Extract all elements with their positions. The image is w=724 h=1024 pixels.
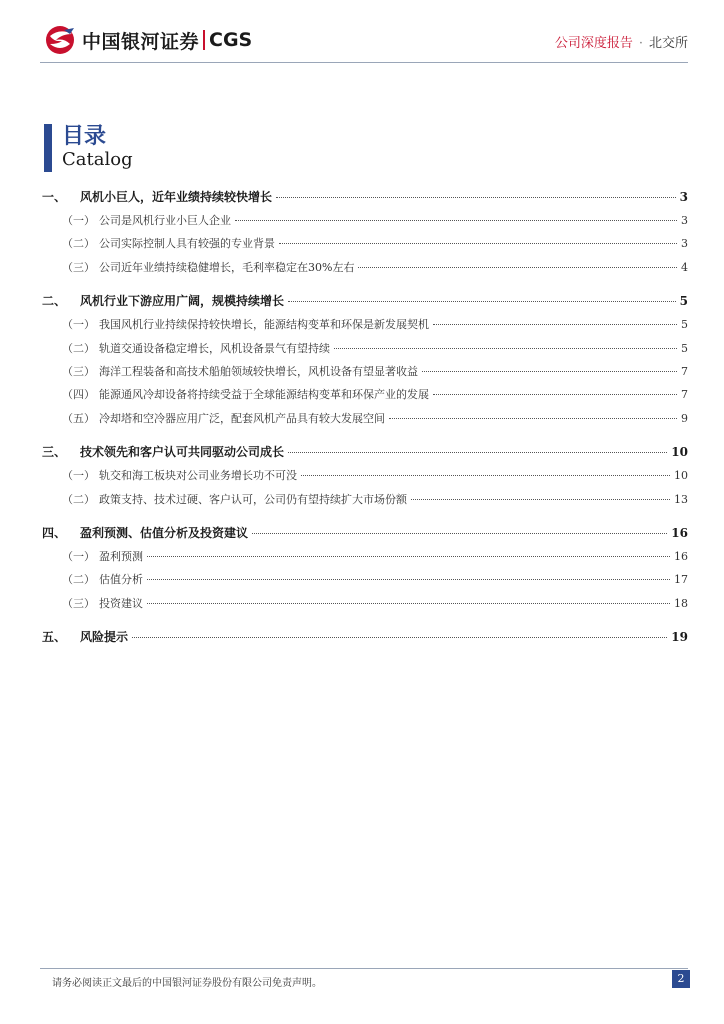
table-of-contents bbox=[42, 188, 688, 652]
toc-section-entry[interactable] bbox=[42, 491, 688, 514]
toc-entry-number: （一） bbox=[62, 549, 95, 563]
toc-entry-number: 二、 bbox=[42, 294, 67, 309]
logo-chinese-name: 中国银河证券 bbox=[82, 30, 200, 53]
logo-english-name: CGS bbox=[209, 29, 253, 51]
toc-entry-number: （二） bbox=[62, 341, 95, 355]
toc-entry-number: （二） bbox=[62, 237, 95, 251]
catalog-title: 目录 bbox=[62, 123, 107, 149]
toc-entry-number: （三） bbox=[62, 596, 95, 610]
toc-page-number: 17 bbox=[674, 573, 688, 587]
toc-entry-number: 三、 bbox=[42, 445, 67, 460]
toc-page-number: 3 bbox=[681, 237, 688, 251]
toc-entry-title: 轨道交通设备稳定增长，风机设备景气有望持续 bbox=[99, 341, 330, 355]
toc-section-entry[interactable] bbox=[42, 259, 688, 282]
company-logo bbox=[44, 24, 252, 56]
toc-chapter-entry[interactable] bbox=[42, 443, 688, 467]
report-type: 公司深度报告 bbox=[554, 36, 633, 51]
toc-section-entry[interactable] bbox=[42, 316, 688, 339]
toc-page-number: 5 bbox=[679, 294, 688, 309]
toc-chapter-entry[interactable] bbox=[42, 628, 688, 652]
toc-entry-title: 风机小巨人，近年业绩持续较快增长 bbox=[80, 190, 273, 204]
toc-entry-title: 风机行业下游应用广阔，规模持续增长 bbox=[80, 294, 285, 309]
toc-page-number: 16 bbox=[671, 525, 688, 540]
toc-entry-number: （二） bbox=[62, 492, 95, 506]
toc-entry-title: 我国风机行业持续保持较快增长，能源结构变革和环保是新发展契机 bbox=[99, 318, 429, 332]
toc-page-number: 13 bbox=[674, 492, 688, 506]
toc-chapter-entry[interactable] bbox=[42, 188, 688, 212]
toc-page-number: 10 bbox=[674, 469, 688, 483]
toc-entry-number: 一、 bbox=[42, 190, 67, 204]
footer-disclaimer: 请务必阅读正文最后的中国银河证券股份有限公司免责声明。 bbox=[52, 978, 322, 989]
toc-entry-title: 风险提示 bbox=[80, 630, 129, 645]
toc-leader-dots bbox=[147, 579, 670, 580]
toc-entry-title: 海洋工程装备和高技术船舶领域较快增长，风机设备有望显著收益 bbox=[99, 364, 418, 378]
toc-leader-dots bbox=[288, 301, 676, 302]
toc-leader-dots bbox=[252, 533, 667, 534]
toc-leader-dots bbox=[279, 243, 677, 244]
toc-leader-dots bbox=[358, 267, 677, 268]
toc-section-entry[interactable] bbox=[42, 340, 688, 363]
toc-page-number: 16 bbox=[674, 549, 688, 563]
toc-leader-dots bbox=[288, 452, 667, 453]
toc-page-number: 7 bbox=[681, 364, 688, 378]
toc-section-entry[interactable] bbox=[42, 548, 688, 571]
toc-entry-title: 投资建议 bbox=[99, 596, 143, 610]
toc-entry-title: 轨交和海工板块对公司业务增长功不可没 bbox=[99, 469, 297, 483]
toc-leader-dots bbox=[433, 394, 677, 395]
footer-divider bbox=[40, 968, 688, 969]
toc-section-entry[interactable] bbox=[42, 571, 688, 594]
toc-entry-number: （二） bbox=[62, 573, 95, 587]
toc-entry-title: 技术领先和客户认可共同驱动公司成长 bbox=[80, 445, 285, 460]
toc-page-number: 4 bbox=[681, 260, 688, 274]
toc-entry-title: 估值分析 bbox=[99, 573, 143, 587]
toc-entry-number: 五、 bbox=[42, 630, 67, 645]
toc-page-number: 5 bbox=[681, 318, 688, 332]
toc-leader-dots bbox=[301, 475, 670, 476]
toc-entry-number: （一） bbox=[62, 318, 95, 332]
catalog-accent-bar bbox=[44, 124, 52, 172]
toc-entry-title: 公司实际控制人具有较强的专业背景 bbox=[99, 237, 275, 251]
header-divider bbox=[40, 62, 688, 63]
toc-entry-title: 公司是风机行业小巨人企业 bbox=[99, 214, 231, 227]
toc-page-number: 18 bbox=[674, 596, 688, 610]
toc-page-number: 10 bbox=[671, 445, 688, 460]
toc-chapter-entry[interactable] bbox=[42, 524, 688, 548]
toc-leader-dots bbox=[389, 418, 677, 419]
toc-leader-dots bbox=[433, 324, 677, 325]
header-separator: · bbox=[638, 36, 643, 51]
toc-entry-number: （五） bbox=[62, 411, 95, 425]
toc-page-number: 5 bbox=[681, 341, 688, 355]
logo-divider bbox=[203, 30, 205, 50]
toc-entry-title: 冷却塔和空冷器应用广泛，配套风机产品具有较大发展空间 bbox=[99, 411, 385, 425]
toc-section-entry[interactable] bbox=[42, 386, 688, 409]
toc-leader-dots bbox=[411, 499, 670, 500]
toc-entry-title: 政策支持、技术过硬、客户认可，公司仍有望持续扩大市场份额 bbox=[99, 492, 407, 506]
toc-section-entry[interactable] bbox=[42, 235, 688, 258]
toc-entry-number: （三） bbox=[62, 260, 95, 274]
toc-page-number: 3 bbox=[679, 190, 688, 204]
cgs-logo-icon bbox=[44, 24, 78, 56]
catalog-subtitle: Catalog bbox=[62, 149, 133, 170]
toc-entry-number: （四） bbox=[62, 388, 95, 402]
toc-page-number: 3 bbox=[681, 214, 688, 227]
toc-section-entry[interactable] bbox=[42, 212, 688, 235]
toc-section-entry[interactable] bbox=[42, 363, 688, 386]
toc-entry-title: 能源通风冷却设备将持续受益于全球能源结构变革和环保产业的发展 bbox=[99, 388, 429, 402]
toc-section-entry[interactable] bbox=[42, 410, 688, 433]
toc-entry-number: （一） bbox=[62, 214, 95, 227]
toc-entry-title: 盈利预测 bbox=[99, 549, 143, 563]
page-number: 2 bbox=[672, 970, 690, 988]
toc-leader-dots bbox=[147, 556, 670, 557]
exchange-label: 北交所 bbox=[648, 36, 688, 51]
toc-chapter-entry[interactable] bbox=[42, 292, 688, 316]
toc-page-number: 19 bbox=[671, 630, 688, 645]
toc-section-entry[interactable] bbox=[42, 467, 688, 490]
toc-leader-dots bbox=[334, 348, 677, 349]
toc-entry-title: 公司近年业绩持续稳健增长，毛利率稳定在30%左右 bbox=[99, 260, 355, 274]
toc-leader-dots bbox=[147, 603, 670, 604]
toc-leader-dots bbox=[235, 220, 677, 221]
report-type-header bbox=[555, 32, 688, 51]
toc-leader-dots bbox=[422, 371, 677, 372]
toc-leader-dots bbox=[276, 197, 676, 198]
toc-entry-number: （三） bbox=[62, 364, 95, 378]
toc-section-entry[interactable] bbox=[42, 595, 688, 618]
toc-entry-title: 盈利预测、估值分析及投资建议 bbox=[80, 525, 249, 540]
toc-page-number: 7 bbox=[681, 388, 688, 402]
toc-entry-number: 四、 bbox=[42, 525, 67, 540]
toc-entry-number: （一） bbox=[62, 469, 95, 483]
toc-leader-dots bbox=[132, 637, 667, 638]
toc-page-number: 9 bbox=[681, 411, 688, 425]
